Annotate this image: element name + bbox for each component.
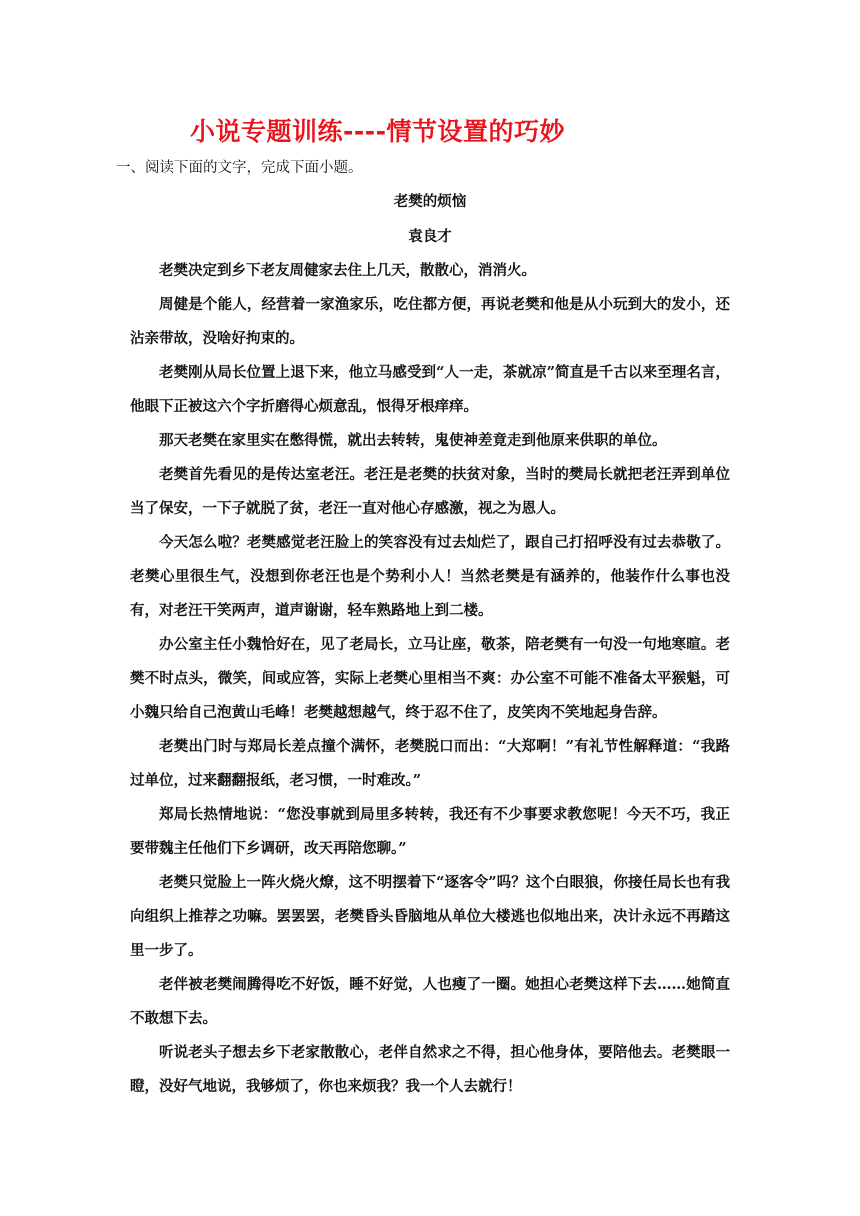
paragraph: 郑局长热情地说：“您没事就到局里多转转，我还有不少事要求教您呢！今天不巧，我正要带魏主任他们下乡调研，改天再陪您聊。” bbox=[130, 806, 730, 857]
story-title: 老樊的烦恼 bbox=[393, 193, 467, 210]
paragraph: 老樊首先看见的是传达室老汪。老汪是老樊的扶贫对象，当时的樊局长就把老汪弄到单位当了保安，一下子就脱了贫，老汪一直对他心存感激，视之为恩人。 bbox=[130, 466, 730, 517]
paragraph: 老樊决定到乡下老友周健家去住上几天，散散心，消消火。 bbox=[159, 262, 536, 279]
paragraph: 老樊只觉脸上一阵火烧火燎，这不明摆着下“逐客令”吗？这个白眼狼，你接任局长也有我向组织上推荐之功嘛。罢罢罢，老樊昏头昏脑地从单位大楼逃也似地出来，决计永远不再踏这里一步了。 bbox=[130, 874, 730, 959]
paragraph: 老樊刚从局长位置上退下来，他立马感受到“人一走，茶就凉”简直是千古以来至理名言，他眼下正被这六个字折磨得心烦意乱，恨得牙根痒痒。 bbox=[130, 364, 730, 415]
page-title: 小说专题训练----情节设置的巧妙 bbox=[190, 117, 566, 146]
story-body bbox=[130, 254, 730, 1104]
paragraph: 老伴被老樊闹腾得吃不好饭，睡不好觉，人也瘦了一圈。她担心老樊这样下去……她简直不敢想下去。 bbox=[130, 976, 730, 1027]
paragraph: 今天怎么啦？老樊感觉老汪脸上的笑容没有过去灿烂了，跟自己打招呼没有过去恭敬了。老樊心里很生气，没想到你老汪也是个势利小人！当然老樊是有涵养的，他装作什么事也没有，对老汪干笑两声，道声谢谢，轻车熟路地上到二楼。 bbox=[130, 534, 730, 619]
paragraph: 办公室主任小魏恰好在，见了老局长，立马让座，敬茶，陪老樊有一句没一句地寒暄。老樊不时点头，微笑，间或应答，实际上老樊心里相当不爽：办公室不可能不准备太平猴魁，可小魏只给自己泡黄山毛峰！老樊越想越气，终于忍不住了，皮笑肉不笑地起身告辞。 bbox=[130, 636, 730, 721]
paragraph: 听说老头子想去乡下老家散散心，老伴自然求之不得，担心他身体，要陪他去。老樊眼一瞪，没好气地说，我够烦了，你也来烦我？我一个人去就行！ bbox=[130, 1044, 730, 1095]
paragraph: 老樊出门时与郑局长差点撞个满怀，老樊脱口而出：“大郑啊！”有礼节性解释道：“我路过单位，过来翻翻报纸，老习惯，一时难改。” bbox=[130, 738, 730, 789]
paragraph: 那天老樊在家里实在憋得慌，就出去转转，鬼使神差竟走到他原来供职的单位。 bbox=[159, 432, 667, 449]
question-instruction: 一、阅读下面的文字，完成下面小题。 bbox=[116, 160, 363, 176]
paragraph: 周健是个能人，经营着一家渔家乐，吃住都方便，再说老樊和他是从小玩到大的发小，还沾亲带故，没啥好拘束的。 bbox=[130, 296, 730, 347]
story-author: 袁良才 bbox=[408, 228, 452, 245]
